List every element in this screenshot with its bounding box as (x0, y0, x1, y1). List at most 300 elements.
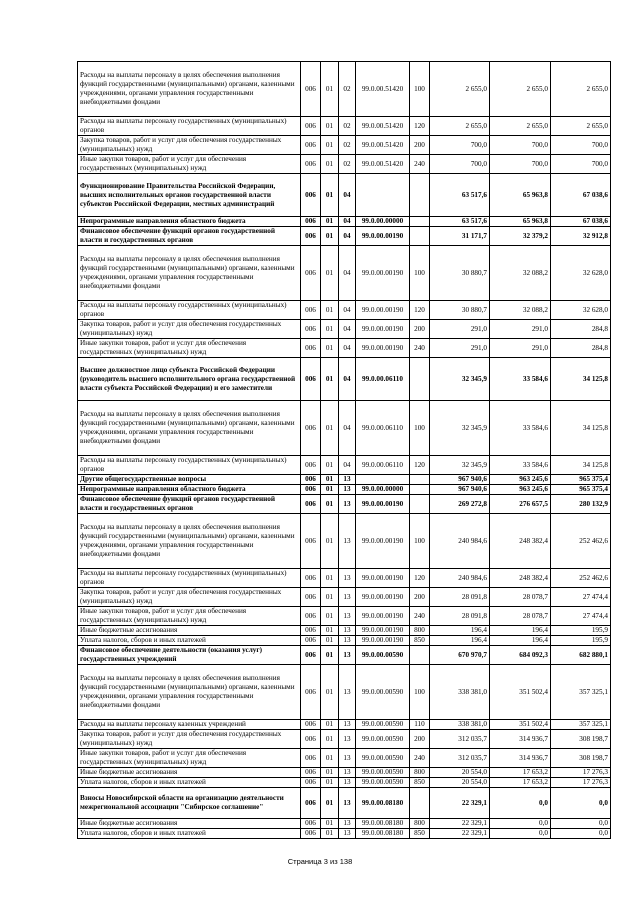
pr-cell: 04 (339, 339, 356, 358)
value-year2-cell: 28 078,7 (490, 607, 551, 626)
pr-cell: 13 (339, 607, 356, 626)
table-body (78, 62, 611, 839)
grbs-cell: 006 (301, 401, 321, 456)
value-year2-cell: 33 584,6 (490, 358, 551, 401)
csr-cell: 99.0.00.00590 (356, 768, 410, 778)
row-name-cell: Другие общегосударственные вопросы (78, 475, 301, 485)
value-year1-cell: 312 035,7 (430, 730, 490, 749)
value-year1-cell: 338 381,0 (430, 665, 490, 720)
rz-cell: 01 (321, 62, 339, 117)
vr-cell: 850 (410, 778, 430, 788)
csr-cell: 99.0.00.00190 (356, 227, 410, 246)
row-name-cell: Иные закупки товаров, работ и услуг для обеспечения государственных (муниципальных) нужд (78, 749, 301, 768)
grbs-cell: 006 (301, 320, 321, 339)
value-year3-cell: 252 462,6 (551, 569, 611, 588)
rz-cell: 01 (321, 155, 339, 174)
csr-cell: 99.0.00.00190 (356, 514, 410, 569)
rz-cell: 01 (321, 174, 339, 217)
table-row (78, 136, 611, 155)
pr-cell: 13 (339, 514, 356, 569)
csr-cell: 99.0.00.08180 (356, 829, 410, 839)
pr-cell: 13 (339, 665, 356, 720)
value-year2-cell: 65 963,8 (490, 217, 551, 227)
value-year2-cell: 65 963,8 (490, 174, 551, 217)
pr-cell: 04 (339, 456, 356, 475)
value-year1-cell: 312 035,7 (430, 749, 490, 768)
csr-cell: 99.0.00.00190 (356, 588, 410, 607)
value-year2-cell: 196,4 (490, 626, 551, 636)
row-name-cell: Уплата налогов, сборов и иных платежей (78, 829, 301, 839)
rz-cell: 01 (321, 401, 339, 456)
csr-cell: 99.0.00.00190 (356, 569, 410, 588)
rz-cell: 01 (321, 320, 339, 339)
value-year1-cell: 967 940,6 (430, 475, 490, 485)
grbs-cell: 006 (301, 358, 321, 401)
csr-cell: 99.0.00.00190 (356, 636, 410, 646)
value-year3-cell: 0,0 (551, 829, 611, 839)
grbs-cell: 006 (301, 514, 321, 569)
table-row (78, 174, 611, 217)
pr-cell: 13 (339, 626, 356, 636)
vr-cell: 120 (410, 456, 430, 475)
row-name-cell: Расходы на выплаты персоналу казенных учреждений (78, 720, 301, 730)
value-year2-cell: 276 657,5 (490, 495, 551, 514)
value-year3-cell: 34 125,8 (551, 456, 611, 475)
vr-cell (410, 788, 430, 819)
value-year1-cell: 32 345,9 (430, 358, 490, 401)
vr-cell: 100 (410, 665, 430, 720)
value-year1-cell: 240 984,6 (430, 514, 490, 569)
value-year3-cell: 308 198,7 (551, 730, 611, 749)
row-name-cell: Иные бюджетные ассигнования (78, 819, 301, 829)
value-year3-cell: 67 038,6 (551, 174, 611, 217)
csr-cell: 99.0.00.00000 (356, 217, 410, 227)
value-year1-cell: 22 329,1 (430, 819, 490, 829)
csr-cell: 99.0.00.51420 (356, 117, 410, 136)
rz-cell: 01 (321, 339, 339, 358)
table-row (78, 730, 611, 749)
value-year1-cell: 291,0 (430, 320, 490, 339)
grbs-cell: 006 (301, 136, 321, 155)
table-row (78, 819, 611, 829)
vr-cell (410, 227, 430, 246)
value-year2-cell: 684 092,3 (490, 646, 551, 665)
vr-cell: 850 (410, 636, 430, 646)
table-row (78, 475, 611, 485)
pr-cell: 02 (339, 117, 356, 136)
table-row (78, 227, 611, 246)
value-year1-cell: 269 272,8 (430, 495, 490, 514)
value-year3-cell: 34 125,8 (551, 358, 611, 401)
pr-cell: 02 (339, 136, 356, 155)
value-year3-cell: 308 198,7 (551, 749, 611, 768)
table-row (78, 301, 611, 320)
vr-cell: 240 (410, 339, 430, 358)
value-year3-cell: 32 912,8 (551, 227, 611, 246)
row-name-cell: Расходы на выплаты персоналу государственных (муниципальных) органов (78, 301, 301, 320)
value-year2-cell: 963 245,6 (490, 475, 551, 485)
vr-cell: 200 (410, 730, 430, 749)
grbs-cell: 006 (301, 301, 321, 320)
vr-cell (410, 217, 430, 227)
rz-cell: 01 (321, 607, 339, 626)
csr-cell: 99.0.00.00590 (356, 749, 410, 768)
vr-cell: 850 (410, 829, 430, 839)
csr-cell: 99.0.00.08180 (356, 788, 410, 819)
table-row (78, 320, 611, 339)
pr-cell: 04 (339, 358, 356, 401)
value-year1-cell: 31 171,7 (430, 227, 490, 246)
row-name-cell: Иные закупки товаров, работ и услуг для обеспечения государственных (муниципальных) нужд (78, 155, 301, 174)
row-name-cell: Расходы на выплаты персоналу в целях обеспечения выполнения функций государственными (муниципальными) органами, казенными учреждениями, органами управления государственными внебюджетными фондами (78, 514, 301, 569)
vr-cell: 120 (410, 569, 430, 588)
vr-cell: 120 (410, 117, 430, 136)
rz-cell: 01 (321, 569, 339, 588)
table-row (78, 720, 611, 730)
vr-cell (410, 475, 430, 485)
pr-cell: 04 (339, 246, 356, 301)
rz-cell: 01 (321, 588, 339, 607)
value-year3-cell: 700,0 (551, 155, 611, 174)
table-row (78, 217, 611, 227)
grbs-cell: 006 (301, 730, 321, 749)
value-year3-cell: 284,8 (551, 339, 611, 358)
table-row (78, 485, 611, 495)
vr-cell: 120 (410, 301, 430, 320)
table-row (78, 665, 611, 720)
value-year2-cell: 351 502,4 (490, 720, 551, 730)
value-year1-cell: 20 554,0 (430, 768, 490, 778)
vr-cell: 100 (410, 514, 430, 569)
rz-cell: 01 (321, 117, 339, 136)
value-year2-cell: 291,0 (490, 320, 551, 339)
value-year1-cell: 196,4 (430, 626, 490, 636)
pr-cell: 13 (339, 588, 356, 607)
value-year2-cell: 291,0 (490, 339, 551, 358)
value-year3-cell: 252 462,6 (551, 514, 611, 569)
value-year2-cell: 2 655,0 (490, 117, 551, 136)
pr-cell: 13 (339, 730, 356, 749)
pr-cell: 13 (339, 646, 356, 665)
value-year3-cell: 280 132,9 (551, 495, 611, 514)
table-row (78, 829, 611, 839)
pr-cell: 13 (339, 829, 356, 839)
value-year2-cell: 33 584,6 (490, 456, 551, 475)
value-year3-cell: 27 474,4 (551, 607, 611, 626)
value-year1-cell: 30 880,7 (430, 301, 490, 320)
value-year3-cell: 32 628,0 (551, 246, 611, 301)
value-year3-cell: 17 276,3 (551, 768, 611, 778)
pr-cell: 13 (339, 495, 356, 514)
value-year2-cell: 196,4 (490, 636, 551, 646)
row-name-cell: Расходы на выплаты персоналу в целях обеспечения выполнения функций государственными (муниципальными) органами, казенными учреждениями, органами управления государственными внебюджетными фондами (78, 62, 301, 117)
csr-cell: 99.0.00.51420 (356, 155, 410, 174)
csr-cell: 99.0.00.00590 (356, 665, 410, 720)
table-row (78, 768, 611, 778)
value-year1-cell: 670 970,7 (430, 646, 490, 665)
csr-cell: 99.0.00.06110 (356, 401, 410, 456)
csr-cell: 99.0.00.00590 (356, 720, 410, 730)
vr-cell (410, 646, 430, 665)
grbs-cell: 006 (301, 117, 321, 136)
table-row (78, 155, 611, 174)
grbs-cell: 006 (301, 217, 321, 227)
value-year3-cell: 682 880,1 (551, 646, 611, 665)
table-row (78, 62, 611, 117)
table-row (78, 358, 611, 401)
rz-cell: 01 (321, 626, 339, 636)
csr-cell: 99.0.00.00590 (356, 646, 410, 665)
table-row (78, 401, 611, 456)
pr-cell: 04 (339, 301, 356, 320)
table-row (78, 495, 611, 514)
pr-cell: 02 (339, 155, 356, 174)
rz-cell: 01 (321, 636, 339, 646)
row-name-cell: Расходы на выплаты персоналу в целях обеспечения выполнения функций государственными (муниципальными) органами, казенными учреждениями, органами управления государственными внебюджетными фондами (78, 246, 301, 301)
value-year1-cell: 22 329,1 (430, 788, 490, 819)
grbs-cell: 006 (301, 485, 321, 495)
pr-cell: 13 (339, 778, 356, 788)
rz-cell: 01 (321, 456, 339, 475)
csr-cell: 99.0.00.00190 (356, 320, 410, 339)
value-year2-cell: 33 584,6 (490, 401, 551, 456)
value-year1-cell: 20 554,0 (430, 778, 490, 788)
csr-cell: 99.0.00.00190 (356, 339, 410, 358)
value-year3-cell: 195,9 (551, 636, 611, 646)
pr-cell: 13 (339, 788, 356, 819)
pr-cell: 13 (339, 720, 356, 730)
value-year1-cell: 196,4 (430, 636, 490, 646)
csr-cell (356, 174, 410, 217)
table-row (78, 569, 611, 588)
row-name-cell: Закупка товаров, работ и услуг для обеспечения государственных (муниципальных) нужд (78, 136, 301, 155)
vr-cell: 800 (410, 626, 430, 636)
pr-cell: 13 (339, 768, 356, 778)
rz-cell: 01 (321, 136, 339, 155)
vr-cell: 800 (410, 768, 430, 778)
value-year1-cell: 28 091,8 (430, 588, 490, 607)
pr-cell: 13 (339, 569, 356, 588)
rz-cell: 01 (321, 788, 339, 819)
table-row (78, 117, 611, 136)
csr-cell: 99.0.00.00000 (356, 485, 410, 495)
pr-cell: 02 (339, 62, 356, 117)
vr-cell: 110 (410, 720, 430, 730)
vr-cell (410, 485, 430, 495)
csr-cell: 99.0.00.00190 (356, 246, 410, 301)
grbs-cell: 006 (301, 246, 321, 301)
value-year2-cell: 32 088,2 (490, 246, 551, 301)
vr-cell: 200 (410, 588, 430, 607)
value-year3-cell: 27 474,4 (551, 588, 611, 607)
table-row (78, 636, 611, 646)
row-name-cell: Иные бюджетные ассигнования (78, 768, 301, 778)
table-row (78, 749, 611, 768)
row-name-cell: Иные бюджетные ассигнования (78, 626, 301, 636)
value-year3-cell: 0,0 (551, 819, 611, 829)
row-name-cell: Расходы на выплаты персоналу государственных (муниципальных) органов (78, 569, 301, 588)
csr-cell: 99.0.00.51420 (356, 62, 410, 117)
value-year3-cell: 2 655,0 (551, 62, 611, 117)
pr-cell: 13 (339, 636, 356, 646)
rz-cell: 01 (321, 720, 339, 730)
value-year3-cell: 965 375,4 (551, 485, 611, 495)
grbs-cell: 006 (301, 720, 321, 730)
table-row (78, 788, 611, 819)
vr-cell: 800 (410, 819, 430, 829)
grbs-cell: 006 (301, 155, 321, 174)
value-year2-cell: 32 379,2 (490, 227, 551, 246)
csr-cell: 99.0.00.00590 (356, 730, 410, 749)
grbs-cell: 006 (301, 778, 321, 788)
grbs-cell: 006 (301, 829, 321, 839)
csr-cell: 99.0.00.00190 (356, 301, 410, 320)
row-name-cell: Высшее должностное лицо субъекта Российской Федерации (руководитель высшего исполнительного органа государственной власти субъекта Российской Федерации) и его заместители (78, 358, 301, 401)
grbs-cell: 006 (301, 646, 321, 665)
grbs-cell: 006 (301, 174, 321, 217)
value-year2-cell: 314 936,7 (490, 749, 551, 768)
table-row (78, 514, 611, 569)
value-year1-cell: 967 940,6 (430, 485, 490, 495)
value-year2-cell: 17 653,2 (490, 778, 551, 788)
value-year3-cell: 17 276,3 (551, 778, 611, 788)
grbs-cell: 006 (301, 788, 321, 819)
rz-cell: 01 (321, 768, 339, 778)
row-name-cell: Иные закупки товаров, работ и услуг для обеспечения государственных (муниципальных) нужд (78, 339, 301, 358)
table-row (78, 607, 611, 626)
value-year2-cell: 351 502,4 (490, 665, 551, 720)
rz-cell: 01 (321, 217, 339, 227)
csr-cell: 99.0.00.06110 (356, 456, 410, 475)
rz-cell: 01 (321, 829, 339, 839)
grbs-cell: 006 (301, 819, 321, 829)
value-year1-cell: 700,0 (430, 136, 490, 155)
table-row (78, 626, 611, 636)
value-year3-cell: 284,8 (551, 320, 611, 339)
value-year1-cell: 32 345,9 (430, 456, 490, 475)
rz-cell: 01 (321, 495, 339, 514)
vr-cell: 100 (410, 246, 430, 301)
value-year2-cell: 28 078,7 (490, 588, 551, 607)
budget-table (77, 61, 611, 839)
row-name-cell: Функционирование Правительства Российской Федерации, высших исполнительных органов государственной власти субъектов Российской Федерации, местных администраций (78, 174, 301, 217)
row-name-cell: Финансовое обеспечение функций органов государственной власти и государственных органов (78, 227, 301, 246)
grbs-cell: 006 (301, 626, 321, 636)
rz-cell: 01 (321, 475, 339, 485)
row-name-cell: Расходы на выплаты персоналу государственных (муниципальных) органов (78, 117, 301, 136)
grbs-cell: 006 (301, 475, 321, 485)
rz-cell: 01 (321, 749, 339, 768)
vr-cell: 100 (410, 401, 430, 456)
csr-cell: 99.0.00.08180 (356, 819, 410, 829)
value-year3-cell: 2 655,0 (551, 117, 611, 136)
csr-cell: 99.0.00.00190 (356, 495, 410, 514)
value-year1-cell: 338 381,0 (430, 720, 490, 730)
grbs-cell: 006 (301, 636, 321, 646)
value-year3-cell: 34 125,8 (551, 401, 611, 456)
vr-cell (410, 495, 430, 514)
value-year1-cell: 32 345,9 (430, 401, 490, 456)
csr-cell (356, 475, 410, 485)
table-row (78, 339, 611, 358)
value-year2-cell: 700,0 (490, 136, 551, 155)
value-year2-cell: 0,0 (490, 819, 551, 829)
pr-cell: 04 (339, 401, 356, 456)
table-row (78, 456, 611, 475)
value-year2-cell: 17 653,2 (490, 768, 551, 778)
pr-cell: 13 (339, 485, 356, 495)
csr-cell: 99.0.00.06110 (356, 358, 410, 401)
grbs-cell: 006 (301, 749, 321, 768)
pr-cell: 13 (339, 749, 356, 768)
value-year2-cell: 2 655,0 (490, 62, 551, 117)
row-name-cell: Непрограммные направления областного бюджета (78, 217, 301, 227)
vr-cell (410, 174, 430, 217)
row-name-cell: Уплата налогов, сборов и иных платежей (78, 636, 301, 646)
grbs-cell: 006 (301, 495, 321, 514)
grbs-cell: 006 (301, 569, 321, 588)
grbs-cell: 006 (301, 588, 321, 607)
rz-cell: 01 (321, 301, 339, 320)
value-year3-cell: 700,0 (551, 136, 611, 155)
page-footer: Страница 3 из 138 (287, 857, 353, 866)
row-name-cell: Финансовое обеспечение деятельности (оказания услуг) государственных учреждений (78, 646, 301, 665)
row-name-cell: Расходы на выплаты персоналу в целях обеспечения выполнения функций государственными (муниципальными) органами, казенными учреждениями, органами управления государственными внебюджетными фондами (78, 665, 301, 720)
value-year3-cell: 0,0 (551, 788, 611, 819)
pr-cell: 04 (339, 217, 356, 227)
row-name-cell: Финансовое обеспечение функций органов государственной власти и государственных органов (78, 495, 301, 514)
row-name-cell: Расходы на выплаты персоналу государственных (муниципальных) органов (78, 456, 301, 475)
rz-cell: 01 (321, 485, 339, 495)
table-row (78, 646, 611, 665)
csr-cell: 99.0.00.51420 (356, 136, 410, 155)
value-year2-cell: 0,0 (490, 788, 551, 819)
value-year2-cell: 248 382,4 (490, 514, 551, 569)
grbs-cell: 006 (301, 227, 321, 246)
value-year2-cell: 32 088,2 (490, 301, 551, 320)
value-year1-cell: 2 655,0 (430, 62, 490, 117)
grbs-cell: 006 (301, 607, 321, 626)
grbs-cell: 006 (301, 339, 321, 358)
vr-cell (410, 358, 430, 401)
row-name-cell: Расходы на выплаты персоналу в целях обеспечения выполнения функций государственными (муниципальными) органами, казенными учреждениями, органами управления государственными внебюджетными фондами (78, 401, 301, 456)
row-name-cell: Иные закупки товаров, работ и услуг для обеспечения государственных (муниципальных) нужд (78, 607, 301, 626)
grbs-cell: 006 (301, 768, 321, 778)
value-year3-cell: 357 325,1 (551, 665, 611, 720)
value-year2-cell: 963 245,6 (490, 485, 551, 495)
pr-cell: 13 (339, 475, 356, 485)
grbs-cell: 006 (301, 665, 321, 720)
value-year2-cell: 248 382,4 (490, 569, 551, 588)
pr-cell: 13 (339, 819, 356, 829)
row-name-cell: Закупка товаров, работ и услуг для обеспечения государственных (муниципальных) нужд (78, 588, 301, 607)
value-year2-cell: 700,0 (490, 155, 551, 174)
vr-cell: 240 (410, 749, 430, 768)
value-year1-cell: 30 880,7 (430, 246, 490, 301)
vr-cell: 100 (410, 62, 430, 117)
csr-cell: 99.0.00.00590 (356, 778, 410, 788)
csr-cell: 99.0.00.00190 (356, 626, 410, 636)
table-row (78, 246, 611, 301)
vr-cell: 240 (410, 607, 430, 626)
value-year2-cell: 0,0 (490, 829, 551, 839)
value-year3-cell: 195,9 (551, 626, 611, 636)
pr-cell: 04 (339, 227, 356, 246)
table-row (78, 588, 611, 607)
csr-cell: 99.0.00.00190 (356, 607, 410, 626)
value-year3-cell: 32 628,0 (551, 301, 611, 320)
row-name-cell: Закупка товаров, работ и услуг для обеспечения государственных (муниципальных) нужд (78, 320, 301, 339)
